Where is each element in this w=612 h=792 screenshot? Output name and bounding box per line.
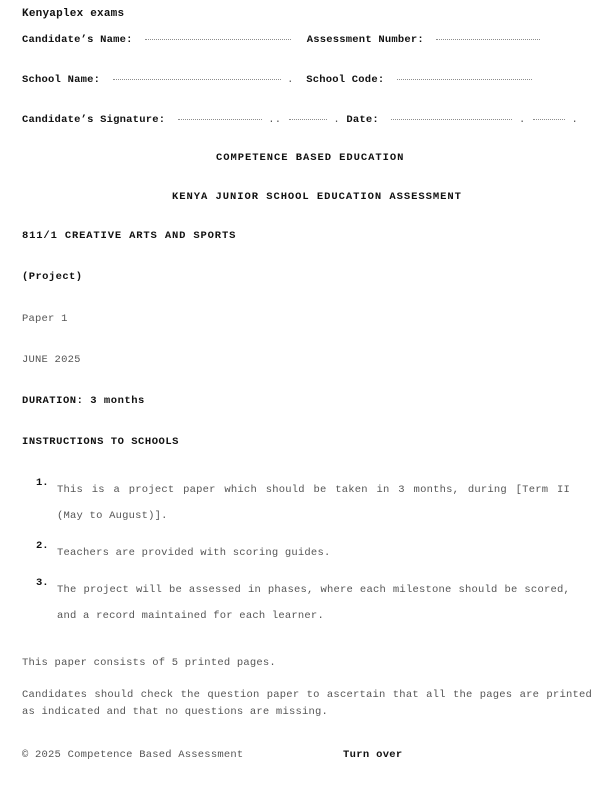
instructions-list	[0, 477, 612, 638]
candidate-check-notice: Candidates should check the question paper to ascertain that all the pages are printed as indicated and that no questions are missing.	[22, 689, 592, 718]
candidate-name-row	[22, 34, 540, 46]
candidate-name-label: Candidate’s Name:	[22, 34, 133, 46]
paper-code-and-subject: 811/1 CREATIVE ARTS AND SPORTS	[22, 230, 237, 242]
list-item-number: 2.	[36, 540, 49, 552]
signature-input-line[interactable]	[178, 119, 262, 120]
heading-competence-based-education: COMPETENCE BASED EDUCATION	[216, 152, 405, 164]
date-trailing-period: .	[571, 114, 579, 126]
school-name-input-line[interactable]	[113, 79, 281, 80]
heading-kenya-junior-school-assessment: KENYA JUNIOR SCHOOL EDUCATION ASSESSMENT	[172, 191, 462, 203]
date-input-line-continued[interactable]	[533, 119, 565, 120]
turn-over-label: Turn over	[343, 749, 403, 761]
signature-dot-separator: ..	[268, 114, 282, 126]
assessment-number-label: Assessment Number:	[306, 34, 424, 46]
school-name-trailing-period: .	[287, 74, 294, 86]
signature-input-line-continued[interactable]	[289, 119, 327, 120]
paper-session: JUNE 2025	[22, 354, 81, 366]
list-item	[0, 477, 612, 529]
signature-row	[22, 114, 578, 126]
list-item	[0, 577, 612, 629]
date-dot-separator: .	[518, 114, 526, 126]
school-name-row	[22, 74, 532, 86]
list-item-text: Teachers are provided with scoring guides.	[57, 547, 331, 559]
list-item	[0, 540, 612, 566]
paper-number: Paper 1	[22, 313, 68, 325]
page-footer	[22, 749, 403, 761]
school-code-label: School Code:	[306, 74, 385, 86]
date-label: Date:	[346, 114, 379, 126]
paper-duration: DURATION: 3 months	[22, 395, 145, 407]
list-item-text: This is a project paper which should be taken in 3 months, during [Term II (May to August)].	[57, 484, 570, 522]
footer-copyright: © 2025 Competence Based Assessment	[22, 749, 244, 761]
candidate-name-input-line[interactable]	[145, 39, 291, 40]
signature-label: Candidate’s Signature:	[22, 114, 166, 126]
list-item-number: 1.	[36, 477, 49, 489]
paper-type: (Project)	[22, 271, 83, 283]
list-item-text: The project will be assessed in phases, where each milestone should be scored, and a record maintained for each learner.	[57, 584, 570, 622]
school-name-label: School Name:	[22, 74, 101, 86]
signature-trailing-period: .	[333, 114, 340, 126]
school-code-input-line[interactable]	[397, 79, 532, 80]
page-source-header: Kenyaplex exams	[22, 8, 125, 20]
assessment-number-input-line[interactable]	[436, 39, 540, 40]
printed-pages-notice: This paper consists of 5 printed pages.	[22, 657, 276, 669]
date-input-line[interactable]	[391, 119, 512, 120]
instructions-title: INSTRUCTIONS TO SCHOOLS	[22, 436, 179, 448]
list-item-number: 3.	[36, 577, 49, 589]
